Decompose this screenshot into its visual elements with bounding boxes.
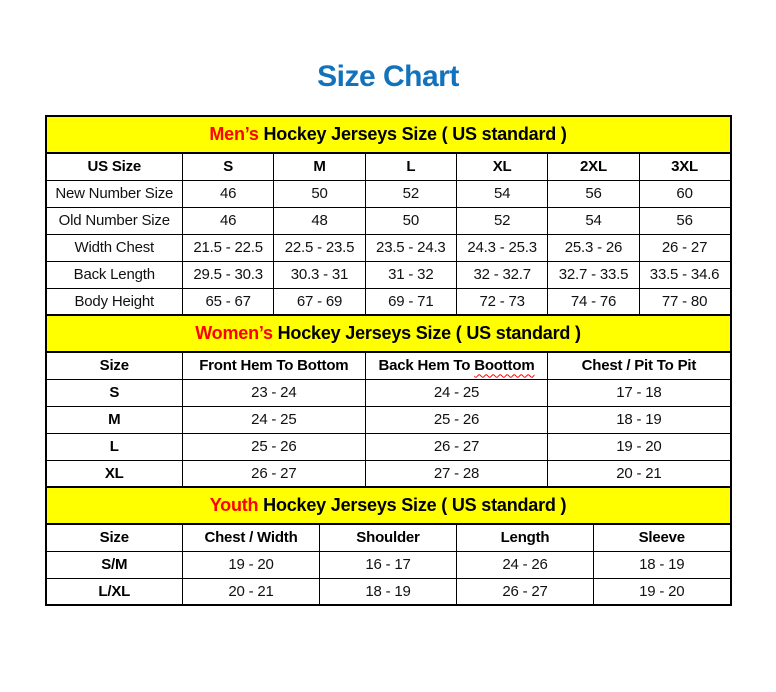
cell-value: 48	[274, 207, 365, 234]
column-header-label: Front Hem To Bottom	[199, 357, 349, 375]
column-header-label: Size	[99, 529, 129, 547]
column-header	[456, 153, 547, 180]
cell-value: 60	[639, 180, 730, 207]
table-row	[46, 460, 731, 487]
section-header-highlight: Youth	[209, 495, 259, 515]
cell-value: 24 - 26	[457, 551, 594, 578]
cell-value: 32.7 - 33.5	[548, 261, 639, 288]
column-header-label: Sleeve	[638, 529, 685, 547]
column-header-label: Chest / Pit To Pit	[581, 357, 697, 375]
row-label: New Number Size	[46, 180, 183, 207]
row-label: Body Height	[46, 288, 183, 315]
cell-value: 24.3 - 25.3	[456, 234, 547, 261]
cell-value: 56	[639, 207, 730, 234]
cell-value: 18 - 19	[548, 406, 731, 433]
section-header-highlight: Women’s	[195, 323, 273, 343]
column-header-label: Size	[99, 357, 129, 375]
column-header-label: Chest / Width	[204, 529, 298, 547]
column-header	[320, 524, 457, 551]
row-label: L	[46, 433, 183, 460]
table-row	[46, 551, 731, 578]
cell-value: 54	[548, 207, 639, 234]
section-header-highlight: Men’s	[209, 124, 259, 144]
size-table-womens	[45, 314, 732, 488]
column-header	[274, 153, 365, 180]
size-table-mens	[45, 115, 732, 316]
cell-value: 25.3 - 26	[548, 234, 639, 261]
row-label: Old Number Size	[46, 207, 183, 234]
cell-value: 20 - 21	[183, 578, 320, 605]
section-header-womens	[46, 315, 731, 352]
cell-value: 46	[183, 207, 274, 234]
column-header	[46, 153, 183, 180]
cell-value: 56	[548, 180, 639, 207]
cell-value: 29.5 - 30.3	[183, 261, 274, 288]
table-row	[46, 379, 731, 406]
cell-value: 25 - 26	[365, 406, 548, 433]
column-header	[365, 352, 548, 379]
column-header-label: US Size	[87, 158, 142, 176]
size-chart-tables	[45, 115, 732, 606]
table-row	[46, 180, 731, 207]
table-row	[46, 578, 731, 605]
row-label: S	[46, 379, 183, 406]
cell-value: 74 - 76	[548, 288, 639, 315]
misspelled-word: Boottom	[474, 357, 535, 375]
size-table-youth	[45, 486, 732, 606]
section-header-rest: Hockey Jerseys Size ( US standard )	[258, 124, 567, 144]
cell-value: 26 - 27	[183, 460, 366, 487]
cell-value: 17 - 18	[548, 379, 731, 406]
cell-value: 30.3 - 31	[274, 261, 365, 288]
table-row	[46, 433, 731, 460]
cell-value: 25 - 26	[183, 433, 366, 460]
cell-value: 27 - 28	[365, 460, 548, 487]
cell-value: 19 - 20	[594, 578, 731, 605]
cell-value: 26 - 27	[457, 578, 594, 605]
column-header	[46, 352, 183, 379]
cell-value: 46	[183, 180, 274, 207]
cell-value: 65 - 67	[183, 288, 274, 315]
cell-value: 22.5 - 23.5	[274, 234, 365, 261]
column-header	[183, 352, 366, 379]
cell-value: 16 - 17	[320, 551, 457, 578]
column-header	[457, 524, 594, 551]
cell-value: 32 - 32.7	[456, 261, 547, 288]
column-header	[183, 153, 274, 180]
row-label: Width Chest	[46, 234, 183, 261]
column-header	[183, 524, 320, 551]
row-label: S/M	[46, 551, 183, 578]
column-header-label: Back Hem To	[378, 357, 475, 375]
column-header	[365, 153, 456, 180]
cell-value: 23.5 - 24.3	[365, 234, 456, 261]
column-header-label: XL	[492, 158, 512, 176]
cell-value: 54	[456, 180, 547, 207]
cell-value: 23 - 24	[183, 379, 366, 406]
cell-value: 19 - 20	[548, 433, 731, 460]
cell-value: 24 - 25	[183, 406, 366, 433]
cell-value: 18 - 19	[320, 578, 457, 605]
cell-value: 67 - 69	[274, 288, 365, 315]
cell-value: 19 - 20	[183, 551, 320, 578]
cell-value: 24 - 25	[365, 379, 548, 406]
table-row	[46, 261, 731, 288]
section-header-rest: Hockey Jerseys Size ( US standard )	[258, 495, 567, 515]
page-title: Size Chart	[317, 60, 459, 93]
row-label: XL	[46, 460, 183, 487]
column-header	[46, 524, 183, 551]
cell-value: 26 - 27	[639, 234, 730, 261]
row-label: Back Length	[46, 261, 183, 288]
column-header-label: S	[223, 158, 234, 176]
cell-value: 18 - 19	[594, 551, 731, 578]
section-header-rest: Hockey Jerseys Size ( US standard )	[272, 323, 581, 343]
cell-value: 20 - 21	[548, 460, 731, 487]
section-header-mens	[46, 116, 731, 153]
cell-value: 21.5 - 22.5	[183, 234, 274, 261]
column-header-label: Shoulder	[356, 529, 420, 547]
column-header-label: Length	[500, 529, 550, 547]
column-header	[639, 153, 730, 180]
table-row	[46, 234, 731, 261]
column-header-label: 3XL	[671, 158, 699, 176]
cell-value: 52	[456, 207, 547, 234]
column-header-label: 2XL	[580, 158, 607, 176]
cell-value: 69 - 71	[365, 288, 456, 315]
cell-value: 72 - 73	[456, 288, 547, 315]
table-row	[46, 288, 731, 315]
row-label: L/XL	[46, 578, 183, 605]
cell-value: 31 - 32	[365, 261, 456, 288]
cell-value: 50	[365, 207, 456, 234]
table-row	[46, 406, 731, 433]
column-header	[548, 153, 639, 180]
cell-value: 77 - 80	[639, 288, 730, 315]
cell-value: 50	[274, 180, 365, 207]
column-header	[594, 524, 731, 551]
cell-value: 26 - 27	[365, 433, 548, 460]
column-header-label: M	[313, 158, 326, 176]
column-header-label: L	[406, 158, 416, 176]
table-row	[46, 207, 731, 234]
section-header-youth	[46, 487, 731, 524]
cell-value: 52	[365, 180, 456, 207]
column-header	[548, 352, 731, 379]
cell-value: 33.5 - 34.6	[639, 261, 730, 288]
row-label: M	[46, 406, 183, 433]
